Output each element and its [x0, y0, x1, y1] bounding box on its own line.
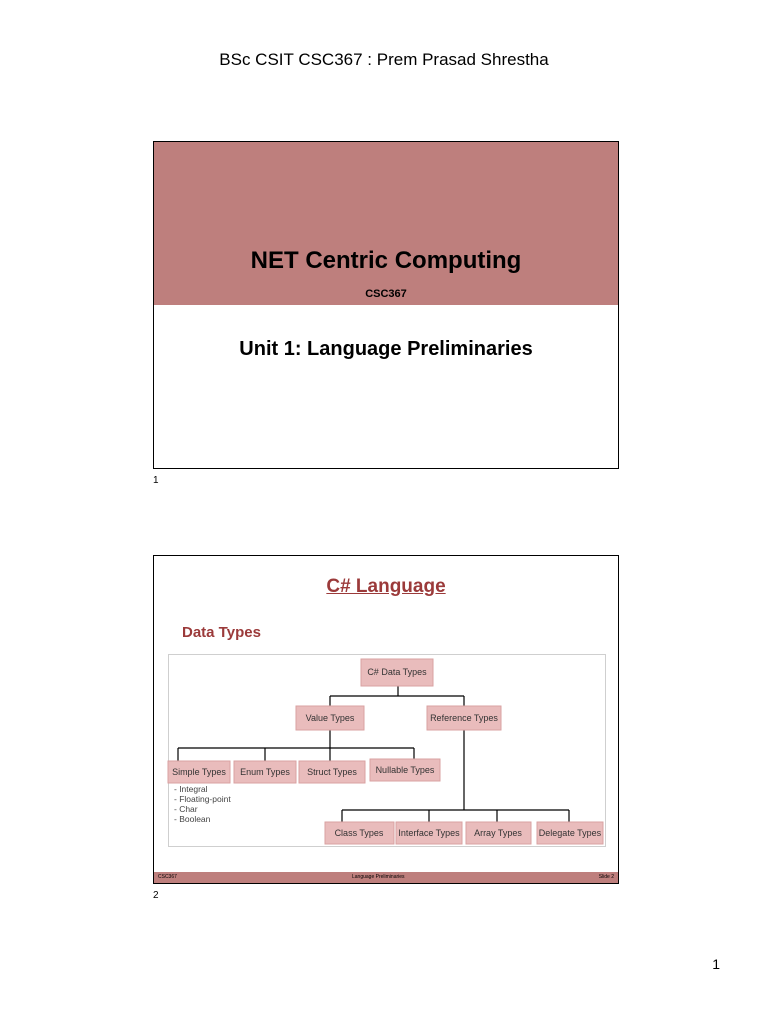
footer-right: Slide 2: [598, 874, 614, 880]
node-delegate-types: [537, 822, 603, 844]
page-header: BSc CSIT CSC367 : Prem Prasad Shrestha: [219, 50, 549, 69]
course-code: CSC367: [365, 288, 407, 300]
node-array-types: [466, 822, 531, 844]
node-simple-types: [168, 761, 230, 783]
svg-text:Nullable Types: Nullable Types: [375, 765, 435, 775]
diagram-connectors: [178, 686, 569, 822]
svg-text:C# Data Types: C# Data Types: [367, 667, 427, 677]
svg-text:Simple Types: Simple Types: [172, 767, 226, 777]
slide-1-number: 1: [153, 475, 159, 486]
svg-text:Delegate Types: Delegate Types: [538, 828, 602, 838]
title-band: [154, 142, 618, 305]
unit-title: Unit 1: Language Preliminaries: [239, 338, 533, 360]
node-struct-types: [299, 761, 365, 783]
simple-item-boolean: - Boolean: [174, 814, 211, 824]
node-csharp-data-types: [361, 659, 433, 686]
simple-types-list: [174, 784, 231, 824]
svg-text:Value Types: Value Types: [305, 713, 355, 723]
simple-item-floating-point: - Floating-point: [174, 794, 231, 804]
simple-item-integral: - Integral: [174, 784, 208, 794]
page-number: 1: [712, 956, 720, 972]
simple-item-char: - Char: [174, 804, 198, 814]
slide-2-footer: [154, 872, 618, 883]
slide-2: [153, 555, 619, 884]
node-reference-types: [427, 706, 501, 730]
node-nullable-types: [370, 759, 440, 781]
footer-left: CSC367: [158, 874, 177, 880]
svg-text:Struct Types: Struct Types: [307, 767, 357, 777]
svg-text:Array Types: Array Types: [474, 828, 522, 838]
svg-text:Class Types: Class Types: [334, 828, 384, 838]
node-enum-types: [234, 761, 296, 783]
svg-text:Reference Types: Reference Types: [430, 713, 498, 723]
node-value-types: [296, 706, 364, 730]
slide-2-subtitle: Data Types: [182, 624, 261, 641]
slide-2-title: C# Language: [326, 576, 446, 597]
slide-2-number: 2: [153, 890, 159, 901]
node-interface-types: [396, 822, 462, 844]
slide-1: [153, 141, 619, 469]
svg-text:Interface Types: Interface Types: [398, 828, 460, 838]
footer-center: Language Preliminaries: [352, 874, 405, 880]
data-types-diagram: [154, 556, 618, 883]
slide-1-title: NET Centric Computing: [250, 247, 522, 274]
svg-text:Enum Types: Enum Types: [240, 767, 290, 777]
node-class-types: [325, 822, 394, 844]
